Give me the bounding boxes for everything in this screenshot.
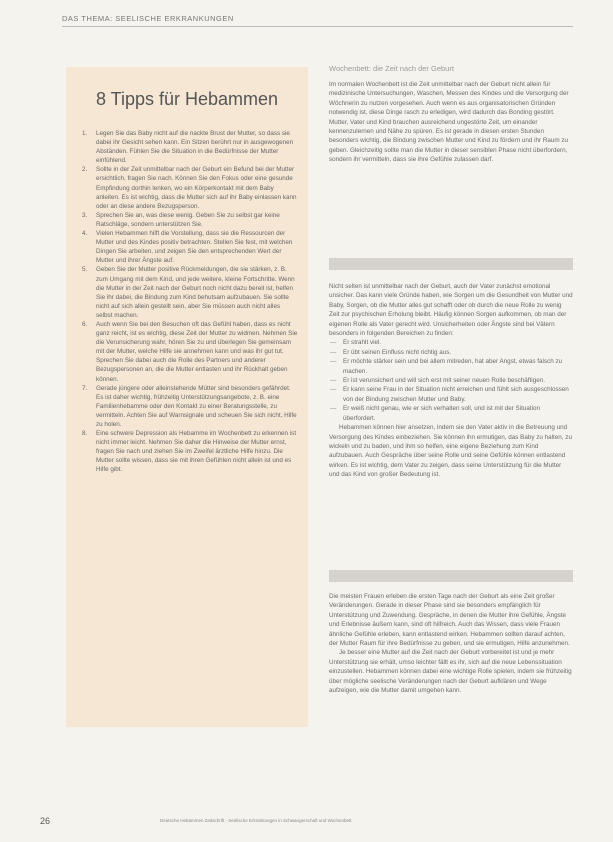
section-paragraph: Je besser eine Mutter auf die Zeit nach der Geburt vorbereitet ist und je mehr Unterstützung sie erhält, umso leichter fällt es ihr, sich auf die neue Lebenssituation einzustellen. Hebammen können dabei eine wichtige Rolle spielen, indem sie frühzeitig über mögliche seelische Veränderungen nach der Geburt aufklären und Wege aufzeigen, wie die Mutter damit umgehen kann. <box>329 649 572 695</box>
tip-item <box>82 229 298 265</box>
section-2 <box>329 250 573 480</box>
tip-text: Legen Sie das Baby nicht auf die nackte Brust der Mutter, so dass sie dabei ihr Gesicht sehen kann. Ein Sitzen berührt nur in ausgewogenen Abständen. Fühlen Sie die Situation in die Bedürfnisse der Mutter einfühlend. <box>96 130 294 165</box>
tips-title: 8 Tipps für Hebammen <box>95 89 279 109</box>
tip-text: Auch wenn Sie bei den Besuchen oft das Gefühl haben, dass es nicht ganz reicht, ist es wichtig, diese Zeit der Mutter zu widmen. Nehmen Sie die Verunsicherung wahr, hören Sie zu und überlegen Sie gemeinsam mit der Mutter, welche Hilfe sie annehmen kann und was ihr gut tut. Sprechen Sie dabei auch die Rolle des Partners und anderer Bezugspersonen an, die die Mutter entlasten und ihr Rückhalt geben können. <box>96 320 298 383</box>
section-heading: Wochenbett: die Zeit nach der Geburt <box>329 64 454 73</box>
bullet-item: — Er möchte stärker sein und bei allem mitreden, hat aber Angst, etwas falsch zu machen. <box>329 357 573 376</box>
tip-text: Sprechen Sie an, was diese wenig. Geben Sie zu selbst gar keine Ratschläge, sondern unterstützen Sie. <box>96 211 280 228</box>
tip-text: Eine schwere Depression als Hebamme im Wochenbett zu erkennen ist nicht immer leicht. Nehmen Sie daher die Hinweise der Mutter ernst, fragen Sie nach und ziehen Sie im Zweifel ärztliche Hilfe hinzu. Die Mutter sollte wissen, dass sie mit ihren Gefühlen nicht allein ist und es Hilfe gibt. <box>96 430 297 474</box>
section-3 <box>329 572 573 695</box>
section-header: DAS THEMA: SEELISCHE ERKRANKUNGEN <box>62 14 234 23</box>
tip-item <box>82 129 298 165</box>
tips-box <box>66 67 308 727</box>
tip-number: 3. <box>82 211 88 219</box>
bullet-list <box>329 338 573 423</box>
tips-list <box>82 129 298 475</box>
tip-item <box>82 384 298 429</box>
tip-text: Sollte in der Zeit unmittelbar nach der Geburt ein Befund bei der Mutter ersichtlich, fragen Sie nach. Können Sie den Fokus oder eine gesunde Empfindung dorthin lenken, wo ein Körperkontakt mit dem Baby anleiten. Es ist wichtig, dass die Mutter sich auf ihr Baby einlassen kann oder an diese andere Bezugsperson. <box>96 166 297 210</box>
tip-item <box>82 165 298 210</box>
tip-number: 2. <box>82 166 88 174</box>
bullet-item: — Er kann seine Frau in der Situation nicht erreichen und fühlt sich ausgeschlossen von der Bindung zwischen Mutter und Baby. <box>329 385 573 404</box>
bullet-item: — Er strahlt viel. <box>329 338 573 347</box>
tip-number: 6. <box>82 320 88 328</box>
section-paragraph: Nicht selten ist unmittelbar nach der Geburt, auch der Vater zunächst emotional unsicher. Das kann viele Gründe haben, wie Sorgen um die Gesundheit von Mutter und Baby, Sorgen, ob die Mutter alles gut schafft oder ob durch die neue Rolle zu wenig Zeit zur psychischen Erholung bleibt. Häufig können Sorgen aufkommen, ob man der eigenen Rolle als Vater gerecht wird. Unsicherheiten oder Ängste sind bei Vätern besonders in folgenden Bereichen zu finden: <box>329 283 573 338</box>
section-paragraph: Hebammen können hier ansetzen, indem sie den Vater aktiv in die Betreuung und Versorgung des Kindes einbeziehen. Sie können ihn ermutigen, das Baby zu halten, zu wickeln und zu baden, und ihm so helfen, eine eigene Beziehung zum Kind aufzubauen. Auch Gespräche über seine Rolle und seine Gefühle können entlastend wirken. Es ist wichtig, dem Vater zu zeigen, dass seine Unterstützung für die Mutter und das Kind von großer Bedeutung ist. <box>329 424 572 479</box>
tip-item <box>82 265 298 320</box>
tip-number: 7. <box>82 384 88 392</box>
section-paragraph: Die meisten Frauen erleben die ersten Tage nach der Geburt als eine Zeit großer Veränderungen. Gerade in dieser Phase sind sie besonders empfänglich für Unterstützung und Zuwendung. Gespräche, in denen die Mutter ihre Gefühle, Ängste und Erlebnisse äußern kann, sind oft hilfreich. Auch das Wissen, dass viele Frauen ähnliche Gefühle erleben, kann entlastend wirken. Hebammen sollten darauf achten, der Mutter Raum für ihre Bedürfnisse zu geben, und sie ermutigen, Hilfe anzunehmen. <box>329 593 570 648</box>
bullet-item: — Er weiß nicht genau, wie er sich verhalten soll, und ist mit der Situation überfordert. <box>329 404 573 423</box>
bullet-item: — Er ist verunsichert und will sich erst mit seiner neuen Rolle beschäftigen. <box>329 376 573 385</box>
tip-item <box>82 429 298 474</box>
section-paragraph: Im normalen Wochenbett ist die Zeit unmittelbar nach der Geburt nicht allein für medizinische Untersuchungen, Waschen, Messen des Kindes und die Versorgung der Wöchnerin zu nutzen vorgesehen. Auch wenn es aus organisatorischen Gründen notwendig ist, diese Dinge rasch zu erledigen, wird dadurch das Bonding gestört. Mutter, Vater und Kind brauchen ausreichend ungestörte Zeit, um einander kennenzulernen und Nähe zu spüren. Es ist gerade in diesen ersten Stunden besonders wichtig, die Bindung zwischen Mutter und Kind zu fördern und ihr Raum zu geben. Gleichzeitig sollte man die Mutter in dieser sensiblen Phase nicht überfordern, sondern ihr vermitteln, dass sie ihre Gefühle zulassen darf. <box>329 81 569 164</box>
footer-text: Deutsche Hebammen Zeitschrift · Seelische Erkrankungen in Schwangerschaft und Wochenbett <box>160 818 352 823</box>
bullet-item: — Er übt seinen Einfluss nicht richtig aus. <box>329 348 573 357</box>
section-1 <box>329 64 573 165</box>
tip-text: Geben Sie der Mutter positive Rückmeldungen, die sie stärken, z. B. zum Umgang mit dem Kind, und jede weitere, kleine Fortschritte. Wenn die Mutter in der Zeit nach der Geburt noch nicht dazu bereit ist, helfen Sie ihr dabei, die Bindung zum Kind behutsam aufzubauen. Sie sollte nicht auf sich allein gestellt sein, aber Sie müssen auch nicht alles selbst machen. <box>96 266 295 319</box>
header-divider <box>62 26 573 27</box>
tip-item <box>82 211 298 229</box>
tip-text: Gerade jüngere oder alleinstehende Mütter sind besonders gefährdet. Es ist daher wichtig, frühzeitig Unterstützungsangebote, z. B. eine Familienhebamme oder den Kontakt zu einer Beratungsstelle, zu vermitteln. Achten Sie auf Warnsignale und scheuen Sie sich nicht, Hilfe zu holen. <box>96 384 297 428</box>
tip-item <box>82 320 298 384</box>
tip-number: 8. <box>82 430 88 438</box>
tip-number: 5. <box>82 266 88 274</box>
page-number: 26 <box>40 816 51 826</box>
tip-text: Vielen Hebammen hilft die Vorstellung, dass sie die Ressourcen der Mutter und des Kindes positiv betrachten. Stellen Sie fest, mit welchen Dingen Sie arbeiten, und zeigen Sie den entsprechenden Wert der Mutter und ihrer Ängste auf. <box>96 230 293 265</box>
tip-number: 1. <box>82 130 88 137</box>
tip-number: 4. <box>82 230 88 238</box>
